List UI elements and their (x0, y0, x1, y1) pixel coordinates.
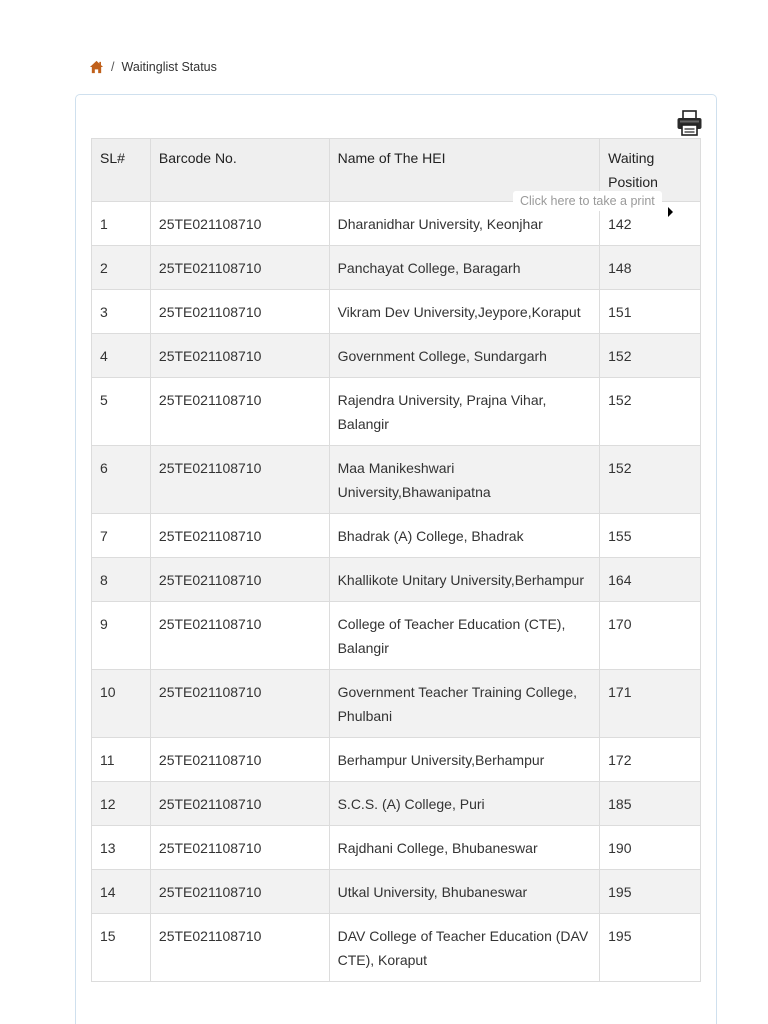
printer-icon[interactable] (676, 110, 703, 136)
cell-sl: 9 (92, 602, 151, 670)
breadcrumb-separator: / (111, 60, 115, 74)
cell-hei-name: Rajdhani College, Bhubaneswar (329, 826, 600, 870)
cell-sl: 3 (92, 290, 151, 334)
header-barcode: Barcode No. (150, 139, 329, 202)
cell-hei-name: Utkal University, Bhubaneswar (329, 870, 600, 914)
cell-hei-name: DAV College of Teacher Education (DAV CTE), Koraput (329, 914, 600, 982)
cell-waiting-position: 185 (600, 782, 701, 826)
cell-hei-name: S.C.S. (A) College, Puri (329, 782, 600, 826)
cell-barcode: 25TE021108710 (150, 514, 329, 558)
cell-waiting-position: 195 (600, 914, 701, 982)
cell-sl: 14 (92, 870, 151, 914)
table-row (92, 914, 701, 982)
table-row (92, 738, 701, 782)
cell-waiting-position: 148 (600, 246, 701, 290)
table-row (92, 246, 701, 290)
cell-sl: 13 (92, 826, 151, 870)
cell-waiting-position: 195 (600, 870, 701, 914)
tooltip-arrow-icon (668, 207, 673, 217)
table-row (92, 558, 701, 602)
waitinglist-table (91, 138, 701, 982)
breadcrumb (89, 60, 217, 74)
table-row (92, 870, 701, 914)
table-row (92, 334, 701, 378)
cell-barcode: 25TE021108710 (150, 602, 329, 670)
cell-sl: 6 (92, 446, 151, 514)
cell-barcode: 25TE021108710 (150, 290, 329, 334)
cell-sl: 12 (92, 782, 151, 826)
cell-waiting-position: 152 (600, 334, 701, 378)
cell-waiting-position: 152 (600, 378, 701, 446)
cell-hei-name: Maa Manikeshwari University,Bhawanipatna (329, 446, 600, 514)
cell-barcode: 25TE021108710 (150, 826, 329, 870)
cell-waiting-position: 170 (600, 602, 701, 670)
table-row (92, 290, 701, 334)
cell-waiting-position: 171 (600, 670, 701, 738)
cell-waiting-position: 190 (600, 826, 701, 870)
table-row (92, 782, 701, 826)
cell-barcode: 25TE021108710 (150, 246, 329, 290)
cell-waiting-position: 142 (600, 202, 701, 246)
cell-hei-name: Panchayat College, Baragarh (329, 246, 600, 290)
cell-hei-name: Khallikote Unitary University,Berhampur (329, 558, 600, 602)
header-sl: SL# (92, 139, 151, 202)
cell-waiting-position: 155 (600, 514, 701, 558)
cell-hei-name: Vikram Dev University,Jeypore,Koraput (329, 290, 600, 334)
cell-barcode: 25TE021108710 (150, 670, 329, 738)
cell-sl: 2 (92, 246, 151, 290)
cell-barcode: 25TE021108710 (150, 334, 329, 378)
cell-waiting-position: 151 (600, 290, 701, 334)
cell-hei-name: College of Teacher Education (CTE), Balangir (329, 602, 600, 670)
home-icon[interactable] (89, 60, 104, 74)
cell-hei-name: Rajendra University, Prajna Vihar, Balangir (329, 378, 600, 446)
cell-hei-name: Dharanidhar University, Keonjhar (329, 202, 600, 246)
cell-barcode: 25TE021108710 (150, 914, 329, 982)
header-waiting-position: Waiting Position (600, 139, 701, 202)
table-row (92, 446, 701, 514)
cell-barcode: 25TE021108710 (150, 782, 329, 826)
table-row (92, 826, 701, 870)
table-row (92, 602, 701, 670)
cell-sl: 5 (92, 378, 151, 446)
cell-barcode: 25TE021108710 (150, 870, 329, 914)
cell-barcode: 25TE021108710 (150, 558, 329, 602)
breadcrumb-current: Waitinglist Status (121, 60, 217, 74)
cell-hei-name: Berhampur University,Berhampur (329, 738, 600, 782)
cell-hei-name: Bhadrak (A) College, Bhadrak (329, 514, 600, 558)
cell-waiting-position: 164 (600, 558, 701, 602)
print-tooltip: Click here to take a print (513, 191, 662, 211)
cell-barcode: 25TE021108710 (150, 446, 329, 514)
cell-hei-name: Government Teacher Training College, Phulbani (329, 670, 600, 738)
cell-sl: 8 (92, 558, 151, 602)
cell-sl: 15 (92, 914, 151, 982)
cell-barcode: 25TE021108710 (150, 738, 329, 782)
cell-hei-name: Government College, Sundargarh (329, 334, 600, 378)
cell-sl: 4 (92, 334, 151, 378)
header-hei-name: Name of The HEI (329, 139, 600, 202)
cell-sl: 7 (92, 514, 151, 558)
table-row (92, 514, 701, 558)
cell-waiting-position: 172 (600, 738, 701, 782)
table-row (92, 670, 701, 738)
cell-sl: 11 (92, 738, 151, 782)
cell-sl: 1 (92, 202, 151, 246)
cell-barcode: 25TE021108710 (150, 378, 329, 446)
cell-waiting-position: 152 (600, 446, 701, 514)
cell-barcode: 25TE021108710 (150, 202, 329, 246)
table-row (92, 378, 701, 446)
cell-sl: 10 (92, 670, 151, 738)
